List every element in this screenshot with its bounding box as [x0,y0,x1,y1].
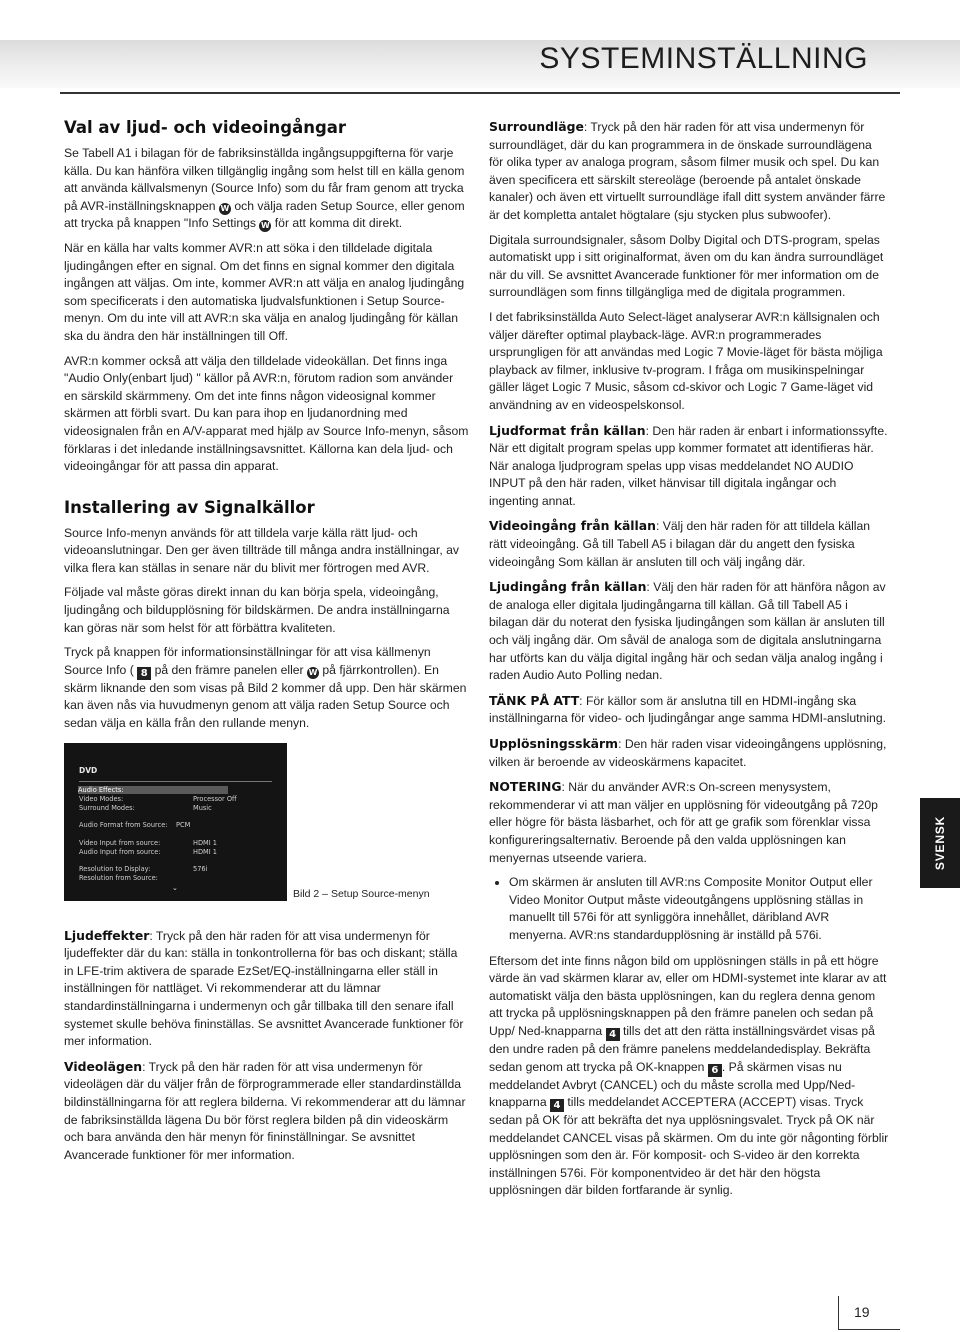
paragraph-ljudeffekter: Ljudeffekter: Tryck på den här raden för att visa undermenyn för ljudeffekter där du kan: ställa in tonkontrollerna för bas och diskant; ställa in LFE-trim aktivera de sparade EzSet/EQ-inställningarna eller ställ in inställningen för nattläget. Vi rekommenderar att du lämnar standardinställningarna i undermenyn och går tillbaka till den senare ifall systemet skulle behöva fininställas. Se avsnittet Avancerade funktioner för mer information. [64,927,464,1049]
page-number-box [838,1296,900,1330]
left-column [64,118,470,1171]
paragraph-intro: Se Tabell A1 i bilagan för de fabriksinställda ingångsuppgifterna för varje källa. Du kan hänföra vilken tillgänglig ingång som helst till en källa genom att använda källvalsmenyn (Source Info) som du får fram genom att trycka på AVR-inställningsknappen W och välja raden Setup Source, eller genom att trycka på knappen "Info Settings W för att komma dit direkt. [64,146,465,231]
paragraph-video-source: AVR:n kommer också att välja den tilldelade videokällan. Det finns inga "Audio Only(enbart ljud) " källor på AVR:n, förutom radion som använder en särskild skärmmeny. Om det inte finns någon videosignal kommer skärmen att förbli svart. Du kan para ihop en ljudanordning med videosignalen från en A/V-apparat med hjälp av Source Info-menyn, såsom förklaras i det inledande inställningsavsnittet. Källorna kan dela ljud- och videoingångar för att passa din apparat. [64,353,469,474]
w-button-icon: W [220,203,230,213]
figure-caption: Bild 2 – Setup Source-menyn [293,887,430,900]
paragraph-videolagen: Videolägen: Tryck på den här raden för att visa undermenyn för videolägen där du väljer från de förprogrammerade eller standardinställda bildinställningarna för att reglera bilderna. Vi rekommenderar att du lämnar de fabriksinställda lägena Du bör först reglera bilden på din videoskärm och bara använda den här menyn för fininställningar. Se avsnittet Avancerade funktioner för mer information. [64,1058,466,1162]
heading-installering: Installering av Signalkällor [64,497,315,517]
paragraph-digital-surround: Digitala surroundsignaler, såsom Dolby Digital och DTS-program, spelas automatiskt upp i sitt originalformat, även om du kan ändra surroundläget när du vill. Se avsnittet Avancerade funktioner för mer information om de surroundlägen som finns tillgängliga med de digitala programmen. [489,232,884,300]
paragraph-required-settings: Följade val måste göras direkt innan du kan börja spela, videoingång, ljudingång och bildupplösning för bildskärmen. De andra inställningarna kan göras när som helst för att förbättra kvaliteten. [64,585,450,635]
page-number-rule-horizontal [838,1329,900,1330]
menu-row-resolution-display: Resolution to Display: 576i [79,864,208,873]
menu-title: DVD [79,765,98,775]
figure-setup-source [64,743,470,915]
paragraph-upplosningsskarm: Upplösningsskärm: Den här raden visar videoingångens upplösning, vilken är beroende av videoskärmens kapacitet. [489,736,887,769]
button-8-icon: 8 [137,667,151,680]
paragraph-source-info: Source Info-menyn används för att tilldela varje källa rätt ljud- och videoanslutningar. Den ger även tillträde till många andra inställningar, av vilka flera kan ställas in senare när du blivit mer förtrogen med AVR. [64,525,459,575]
chevron-down-icon: ⌄ [172,883,178,892]
paragraph-info-button: Tryck på knappen för informationsinställningar för att visa källmenyn Source Info ( 8 på den främre panelen eller W på fjärrkontrollen). En skärm liknande den som visas på Bild 2 kommer då upp. Den här skärmen kan även nås via huvudmenyn genom att välja raden Setup Source och sedan välja en källa från den rullande menyn. [64,645,467,731]
menu-row-audio-input: Audio Input from source: HDMI 1 [79,847,217,856]
paragraph-surroundlage: Surroundläge: Tryck på den här raden för att visa undermenyn för surroundläget, där du kan programmera in de önskade surroundlägena för olika typer av analoga program, såsom filmer musik och spel. Du kan även specificera ett särskilt stereoläge (beroende på antalet önskade kanaler) och även ett virtuellt surroundläge ifall ditt system använder färre är det kompletta antalet högtalare (sju stycken plus subwoofer). [489,119,886,222]
w-button-icon: W [308,667,318,677]
page-number-rule-vertical [838,1296,839,1330]
paragraph-source-search: När en källa har valts kommer AVR:n att söka i den tilldelade digitala ljudingången efter en signal. Om det finns en signal kommer den digitala ingången att väljas. Om inte, kommer AVR:n att välja en analog ljudingång som specificerats i den automatiska ljudvalsfunktionen i Setup Source-menyn. Om du inte vill att AVR:n ska välja en analog ljudingång för källan ska du ändra den här inställningen till Off. [64,240,465,343]
paragraph-videoingang: Videoingång från källan: Välj den här raden för att tilldela källan rätt videoingång. Gå till Tabell A5 i bilagan där du angett den fysiska videoingång Som källan är ansluten till och välj ingång där. [489,518,871,569]
menu-row-resolution-source: Resolution from Source: [79,873,158,882]
list-item: • Om skärmen är ansluten till AVR:ns Composite Monitor Output eller Video Monitor Output måste videoutgångens upplösning ställas in manuellt till 576i för att synliggöra innehållet, däribland AVR menyerna. AVR:ns standardupplösning är inställd på 576i. [509,874,889,944]
page-number: 19 [854,1304,870,1320]
bullet-list [489,874,889,944]
paragraph-tank-pa-att: TÄNK PÅ ATT: För källor som är anslutna till en HDMI-ingång ska inställningarna för video- och ljudingångar ange samma HDMI-anslutning. [489,692,886,726]
button-4-icon: 4 [606,1028,620,1041]
menu-rule [79,781,272,782]
right-column [489,118,889,1207]
language-tab: SVENSK [920,798,960,888]
page-title: SYSTEMINSTÄLLNING [539,42,868,75]
menu-row-audio-effects: Audio Effects: [78,786,228,794]
w-button-icon: W [260,221,270,231]
paragraph-resolution-adjust: Eftersom det inte finns någon bild om upplösningen ställs in på ett högre värde än vad skärmen klarar av, eller om HDMI-systemet inte klarar av att automatiskt välja den bästa upplösningen, kan du reglera denna genom att trycka på upplösningsknappen på den främre panelen och sedan på Upp/ Ned-knapparna 4 tills det att den rätta inställningsvärdet visas på den undre raden på den främre panelens meddelandedisplay. Bekräfta sedan genom att trycka på OK-knappen 6 . På skärmen visas nu meddelandet Avbryt (CANCEL) och du måste scrolla med Upp/Ned-knapparna 4 tills meddelandet ACCEPTERA (ACCEPT) visas. Tryck sedan på OK för att bekräfta det nya upplösningsvalet. Tryck på OK när meddelandet CANCEL visas på skärmen. Om du inte gör någonting förblir upplösningen som den är. För komposit- och S-video är den korrekta inställningen 576i. För komponentvideo är det här den högsta upplösningen där bilden fortfarande är synlig. [489,953,889,1198]
paragraph-ljudformat: Ljudformat från källan: Den här raden är enbart i informationssyfte. När ett digitalt program spelas upp kommer formatet att identifieras här. När analoga ljudprogram spelas upp visas meddelandet NO AUDIO INPUT på den här raden, vilket hänvisar till digitala ingångar och ingenting annat. [489,422,888,508]
menu-row-video-input: Video Input from source: HDMI 1 [79,838,217,847]
menu-row-audio-format: Audio Format from Source: PCM [79,820,191,829]
button-6-icon: 6 [708,1064,722,1077]
paragraph-ljudingang: Ljudingång från källan: Välj den här raden för att hänföra någon av de analoga eller digitala ljudingångarna till källan. Gå till Tabell A5 i bilagan där du noterat den fysiska ljudingången som källan är ansluten till och välj ingång där. Om såväl de analoga som de digitala anslutningarna har utförts kan du välja digital ingång här och sedan välja analog ingång i raden Audio Auto Polling nedan. [489,579,886,683]
setup-source-screenshot [64,743,287,901]
header-rule [60,92,900,94]
heading-val-av-ingangar: Val av ljud- och videoingångar [64,118,347,137]
paragraph-notering: NOTERING: När du använder AVR:s On-screen menysystem, rekommenderar vi att man väljer en upplösning för videoutgång på 720p eller högre för bästa läsbarhet, och för att ge grafik som förenklar vissa konfigureringsalternativ. Beroende på den valda upplösningen kan menyernas utseende variera. [489,779,878,865]
paragraph-auto-select: I det fabriksinställda Auto Select-läget analyserar AVR:n källsignalen och väljer därefter optimal playback-läge. AVR:n programmerades ursprungligen för att användas med Logic 7 Movie-läget för bästa möjliga playback av filmer, inklusive tv-program. I fråga om musikinspelningar gäller läget Logic 7 Music, såsom cd-skivor och Logic 7 Game-läget vid användning av en videospelskonsol. [489,309,883,412]
menu-row-surround-modes: Surround Modes: Music [79,803,212,812]
button-4-icon: 4 [550,1099,564,1112]
menu-row-video-modes: Video Modes: Processor Off [79,794,237,803]
